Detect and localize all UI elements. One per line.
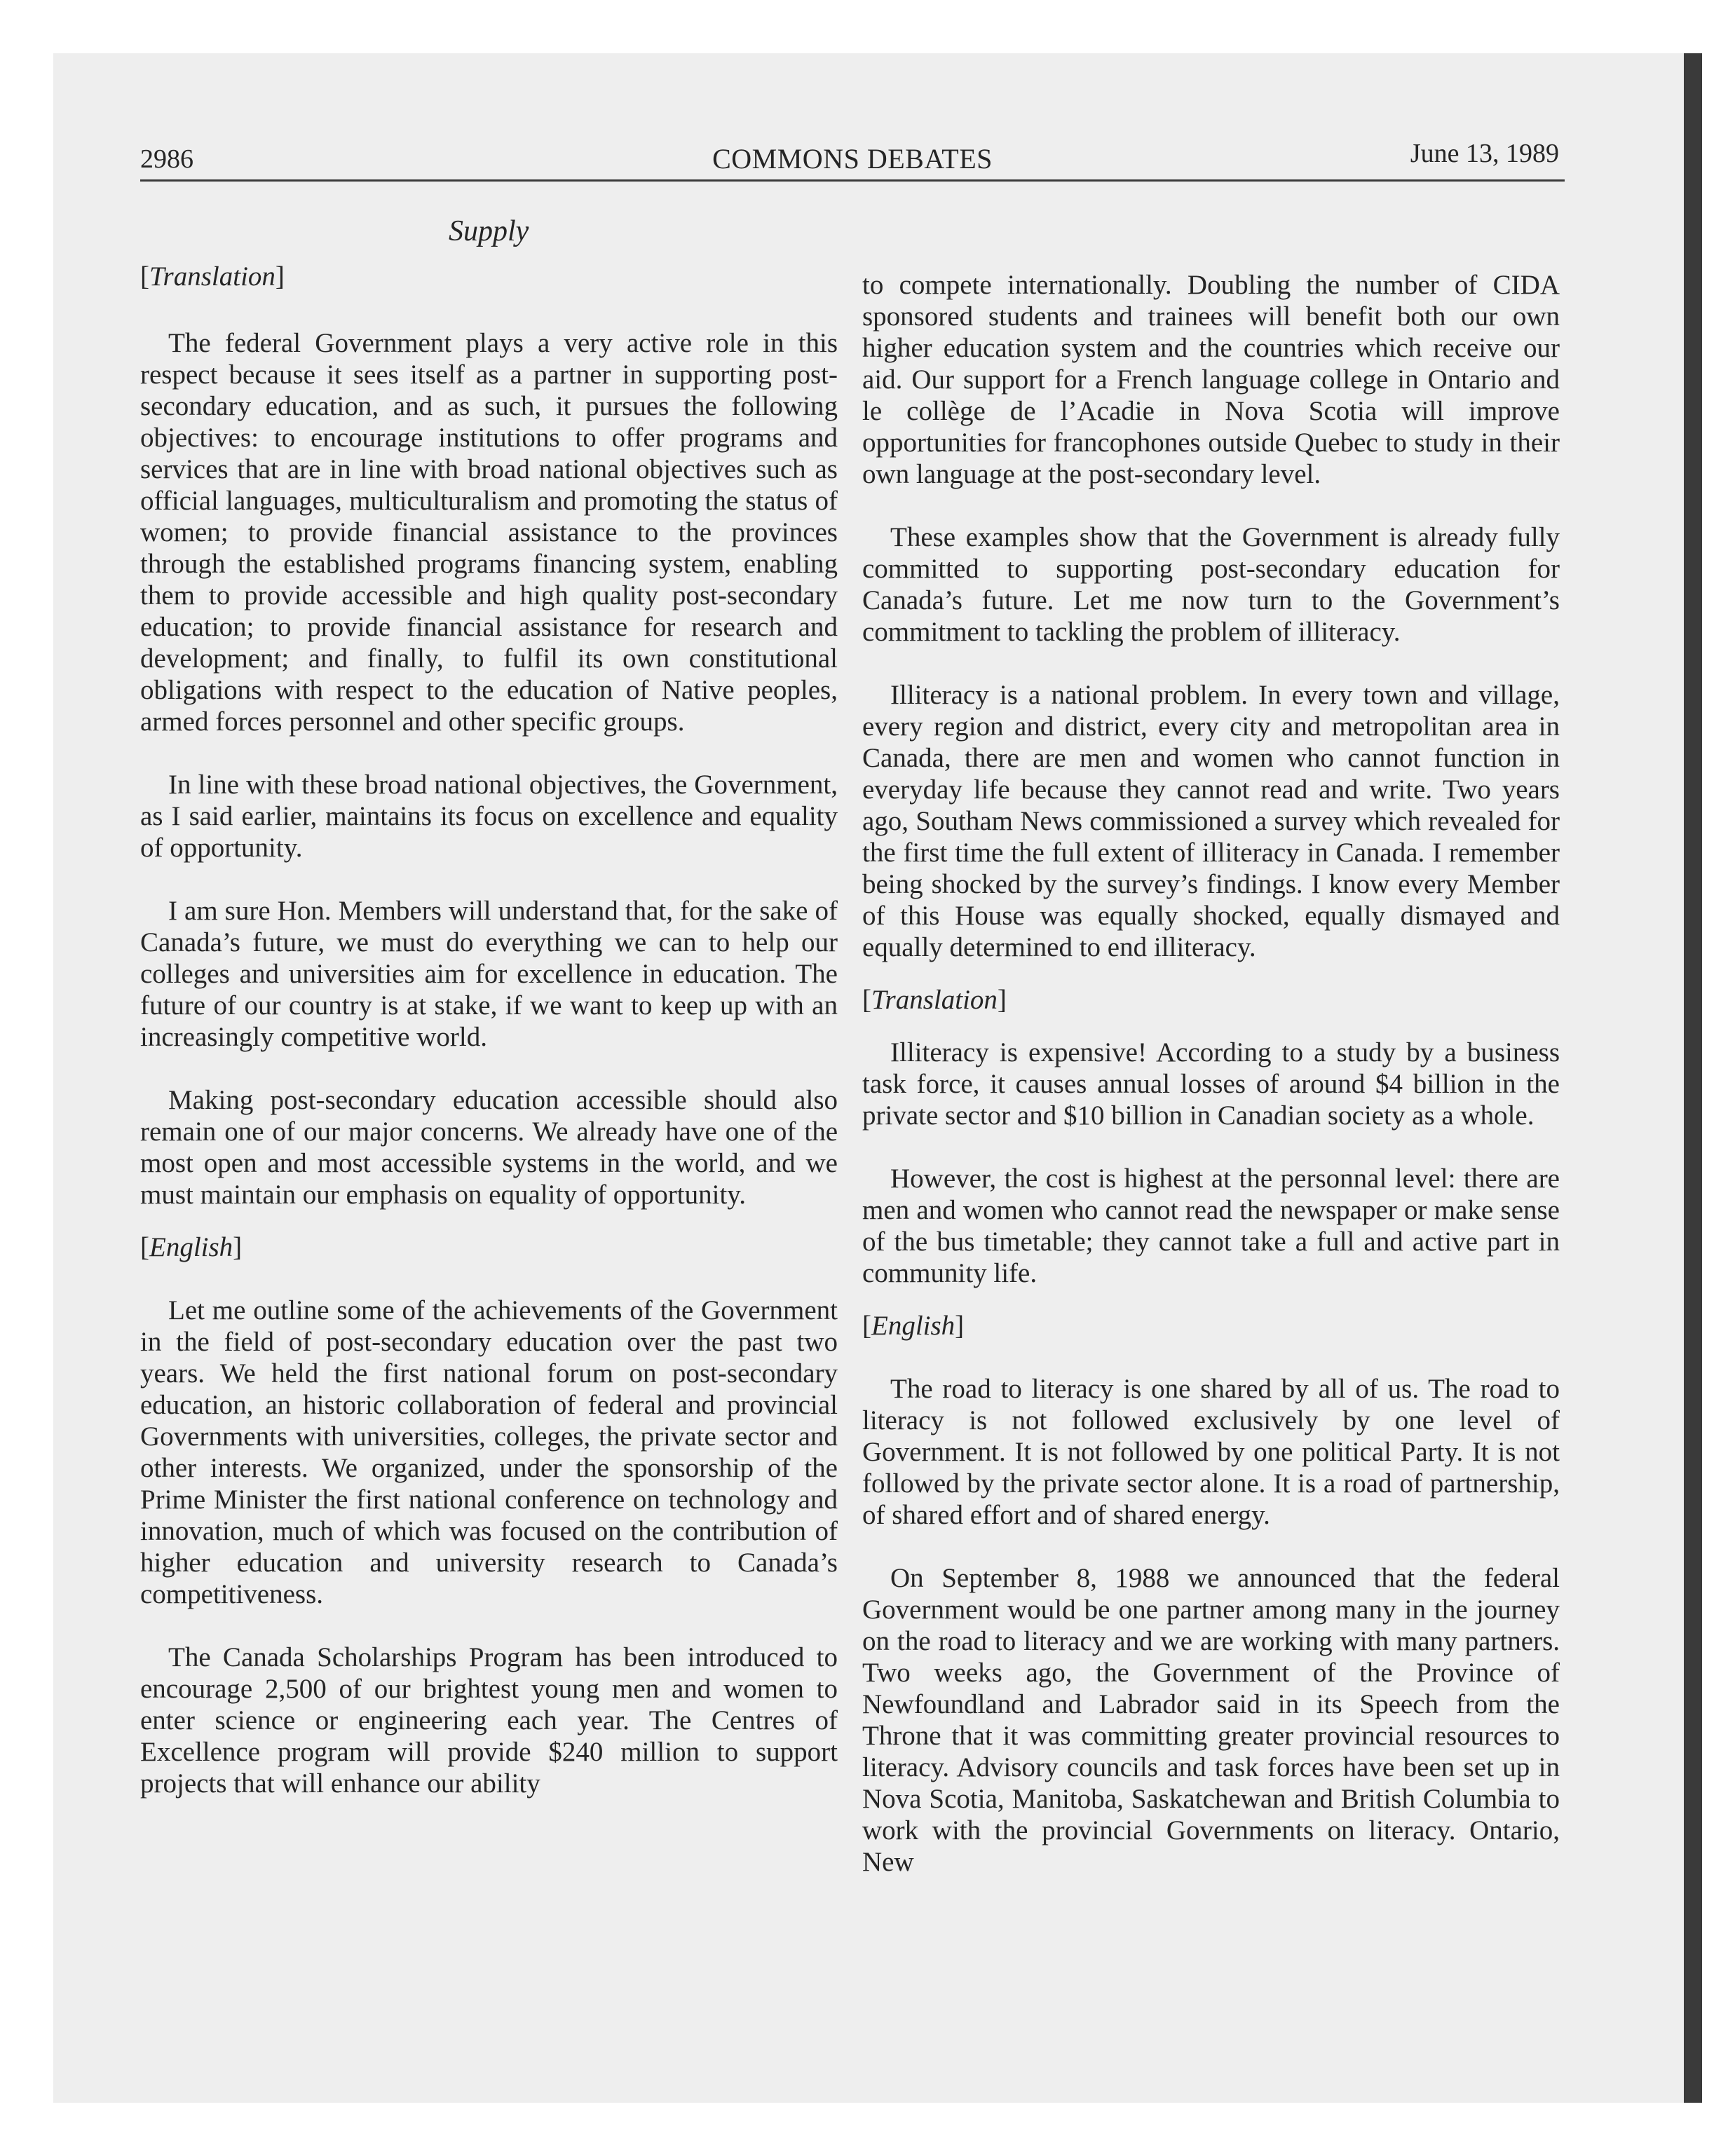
language-tag: [English] — [862, 1311, 965, 1341]
paragraph: Making post-secondary education accessible should also remain one of our major concerns. We already have one of the most open and most accessible systems in the world, and we must maintain our emphasis on equality of opportunity. — [140, 1085, 838, 1210]
language-tag: [English] — [140, 1232, 243, 1262]
publication-title: COMMONS DEBATES — [712, 143, 993, 175]
paragraph: The Canada Scholarships Program has been introduced to encourage 2,500 of our brightest young men and women to enter science or engineering each year. The Centres of Excellence program will provide $240 million to support projects that will enhance our ability — [140, 1642, 838, 1799]
running-header — [140, 136, 1565, 182]
paragraph: In line with these broad national objectives, the Government, as I said earlier, maintains its focus on excellence and equality of opportunity. — [140, 770, 838, 863]
publication-date: June 13, 1989 — [1410, 139, 1559, 168]
paragraph: Let me outline some of the achievements of the Government in the field of post-secondary education over the past two years. We held the first national forum on post-secondary education, an historic collaboration of federal and provincial Governments with universities, colleges, the private sector and other interests. We organized, under the sponsorship of the Prime Minister the first national conference on technology and innovation, much of which was focused on the contribution of higher education and university research to Canada’s competitiveness. — [140, 1295, 838, 1609]
paragraph-continued: to compete internationally. Doubling the number of CIDA sponsored students and trainees will benefit both our own higher education system and the countries which receive our aid. Our support for a French language college in Ontario and le collège de l’Acadie in Nova Scotia will improve opportunities for francophones outside Quebec to study in their own language at the post-secondary level. — [862, 270, 1560, 489]
paragraph: Illiteracy is expensive! According to a study by a business task force, it causes annual losses of around $4 billion in the private sector and $10 billion in Canadian society as a whole. — [862, 1037, 1560, 1131]
paragraph: The road to literacy is one shared by all of us. The road to literacy is not followed exclusively by one level of Government. It is not followed by one political Party. It is not followed by the private sector alone. It is a road of partnership, of shared effort and of shared energy. — [862, 1374, 1560, 1530]
paragraph: However, the cost is highest at the personnal level: there are men and women who cannot read the newspaper or make sense of the bus timetable; they cannot take a full and active part in community life. — [862, 1164, 1560, 1288]
paragraph: These examples show that the Government is already fully committed to supporting post-secondary education for Canada’s future. Let me now turn to the Government’s commitment to tackling the problem of illiteracy. — [862, 522, 1560, 647]
paragraph: Illiteracy is a national problem. In every town and village, every region and district, every city and metropolitan area in Canada, there are men and women who cannot function in everyday life because they cannot read and write. Two years ago, Southam News commissioned a survey which revealed for the first time the full extent of illiteracy in Canada. I remember being shocked by the survey’s findings. I know every Member of this House was equally shocked, equally dismayed and equally determined to end illiteracy. — [862, 680, 1560, 962]
section-heading: Supply — [449, 215, 529, 247]
language-tag: [Translation] — [140, 261, 285, 292]
binding-edge — [1684, 53, 1702, 2103]
paragraph: On September 8, 1988 we announced that the federal Government would be one partner among many in the journey on the road to literacy and we are working with many partners. Two weeks ago, the Government of the Province of Newfoundland and Labrador said in its Speech from the Throne that it was committing greater provincial resources to literacy. Advisory councils and task forces have been set up in Nova Scotia, Manitoba, Saskatchewan and British Columbia to work with the provincial Governments on literacy. Ontario, New — [862, 1563, 1560, 1877]
page-number: 2986 — [140, 144, 193, 174]
paragraph: I am sure Hon. Members will understand that, for the sake of Canada’s future, we must do everything we can to help our colleges and universities aim for excellence in education. The future of our country is at stake, if we want to keep up with an increasingly competitive world. — [140, 896, 838, 1052]
paragraph: The federal Government plays a very active role in this respect because it sees itself as a partner in supporting post-secondary education, and as such, it pursues the following objectives: to encourage institutions to offer programs and services that are in line with broad national objectives such as official languages, multiculturalism and promoting the status of women; to provide financial assistance to the provinces through the established programs financing system, enabling them to provide accessible and high quality post-secondary education; to provide financial assistance for research and development; and finally, to fulfil its own constitutional obligations with respect to the education of Native peoples, armed forces personnel and other specific groups. — [140, 328, 838, 737]
right-column — [862, 269, 1560, 1909]
language-tag: [Translation] — [862, 985, 1007, 1015]
document-page — [140, 136, 1565, 1877]
left-column — [140, 261, 838, 1831]
